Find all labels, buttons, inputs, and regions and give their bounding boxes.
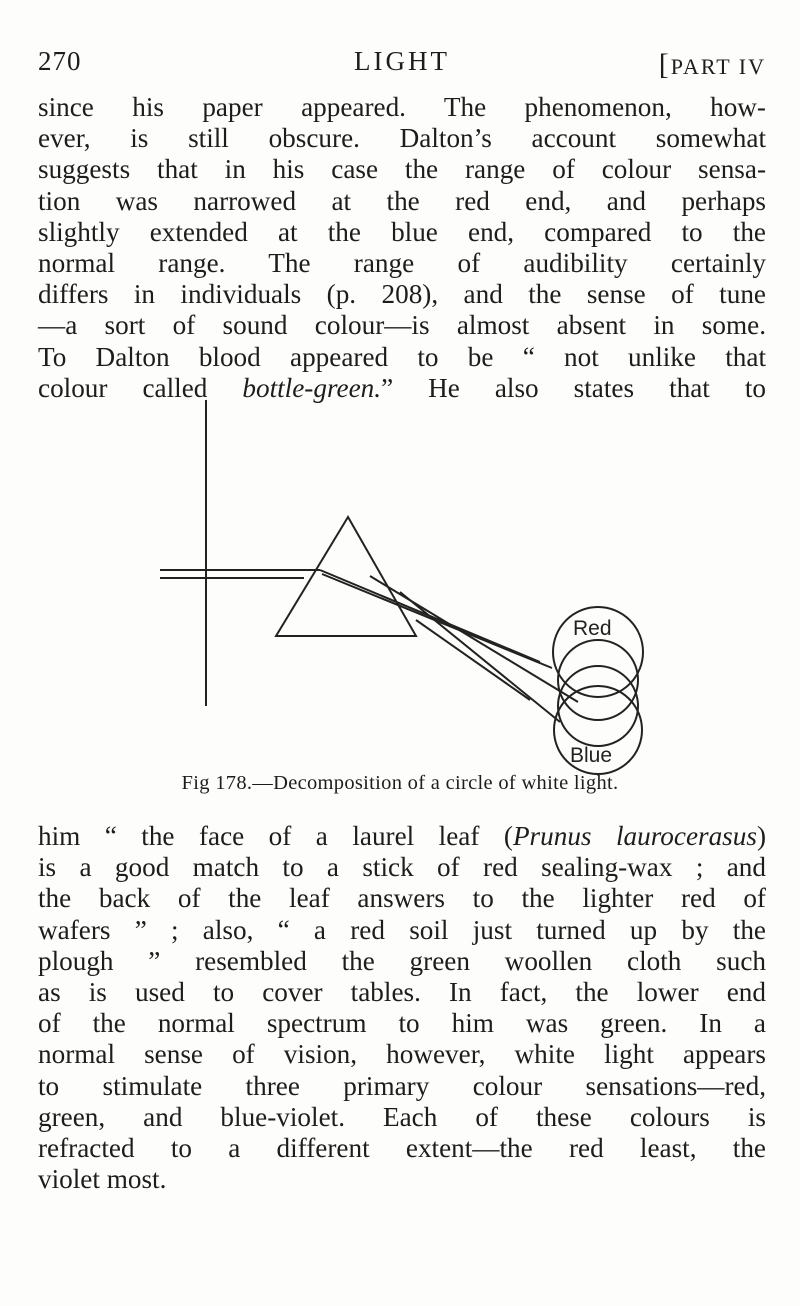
text-line: —a sort of sound colour—is almost absent in some. [38,310,766,341]
text-line: refracted to a different extent—the red least, the [38,1132,766,1163]
paragraph-2 [38,821,766,1195]
figure-caption: Fig 178.—Decomposition of a circle of white light. [181,772,619,794]
text-line: differs in individuals (p. 208), and the sense of tune [38,279,766,310]
text-line: is a good match to a stick of red sealing-wax ; and [38,852,766,883]
text-line: plough ” resembled the green woollen cloth such [38,945,766,976]
text-line: him “ the face of a laurel leaf (Prunus laurocerasus) [38,821,766,851]
text-line: of the normal spectrum to him was green. In a [38,1008,766,1039]
text-line: suggests that in his case the range of colour sensa- [38,154,766,185]
part-label: [PART IV [658,48,766,81]
italic-term: Prunus laurocerasus [512,821,757,851]
text-line: slightly extended at the blue end, compared to the [38,216,766,247]
text-line: to stimulate three primary colour sensations—red, [38,1070,766,1101]
text-line: normal sense of vision, however, white light appears [38,1039,766,1070]
label-blue: Blue [570,744,613,767]
text-line: since his paper appeared. The phenomenon, how- [38,92,766,122]
prism [276,517,416,636]
running-title: LIGHT [354,46,450,76]
page-number: 270 [38,46,82,76]
text-line: violet most. [38,1164,167,1195]
text-line: colour called bottle-green.” He also states that to [38,372,766,403]
circle-middle-1 [558,640,638,720]
ray-3 [370,576,578,702]
italic-term: bottle-green. [242,372,382,403]
ray-5 [416,620,530,700]
text-line: the back of the leaf answers to the lighter red of [38,883,766,914]
text-line: green, and blue-violet. Each of these colours is [38,1101,766,1132]
prism-figure [140,400,740,780]
text-line: normal range. The range of audibility certainly [38,247,766,278]
circle-middle-2 [558,666,638,746]
text-line: tion was narrowed at the red end, and perhaps [38,185,766,216]
label-red: Red [573,617,612,640]
text-line: ever, is still obscure. Dalton’s account somewhat [38,123,766,154]
text-line: To Dalton blood appeared to be “ not unlike that [38,341,766,372]
running-header [38,42,766,82]
paragraph-1 [38,92,766,404]
text-line: as is used to cover tables. In fact, the lower end [38,976,766,1007]
ray-4 [400,592,560,722]
text-line: wafers ” ; also, “ a red soil just turned up by the [38,914,766,945]
